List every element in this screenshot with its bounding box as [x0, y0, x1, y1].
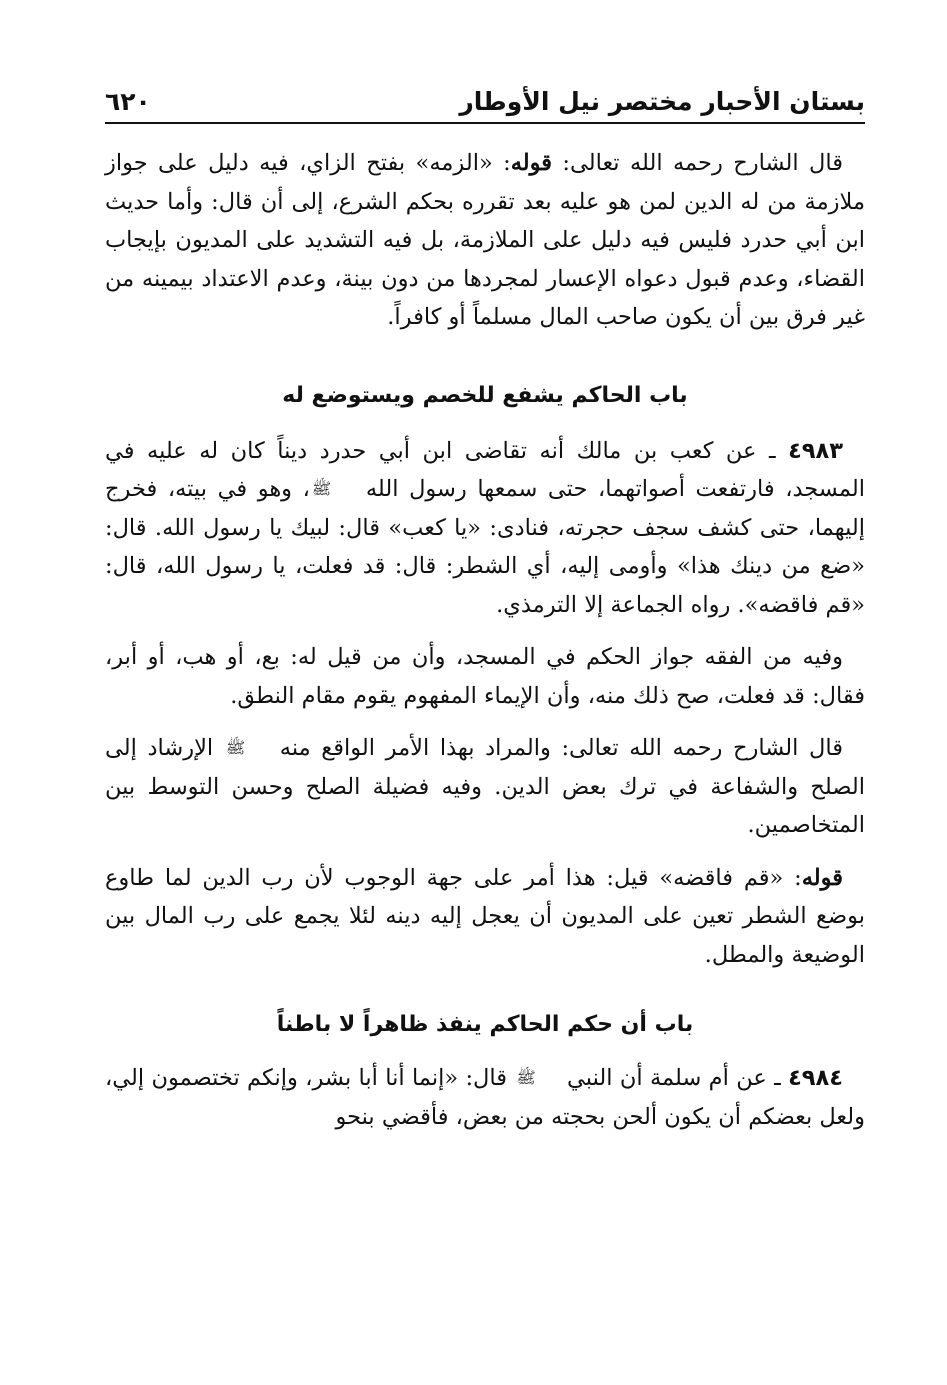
salutation-icon: ﷺ: [311, 479, 332, 498]
commentary-paragraph: [105, 859, 865, 975]
commentary-paragraph: [105, 144, 865, 337]
hadith-number: ٤٩٨٤: [788, 1065, 843, 1091]
paragraph-text: الإرشاد إلى الصلح والشفاعة في ترك بعض الدين. وفيه فضيلة الصلح وحسن التوسط بين المتخاصمين.: [105, 735, 865, 838]
paragraph-text: : «قم فاقضه» قيل: هذا أمر على جهة الوجوب لأن رب الدين لما طاوع بوضع الشطر تعين على المديون أن يعجل إليه دينه لئلا يجمع على رب المال بين الوضيعة والمطل.: [105, 864, 865, 968]
chapter-heading: باب أن حكم الحاكم ينفذ ظاهراً لا باطناً: [276, 1012, 694, 1037]
salutation-icon: ﷺ: [225, 738, 246, 757]
running-header: [105, 60, 865, 124]
salutation-icon: ﷺ: [516, 1068, 536, 1087]
page-number: ٦٢٠: [105, 87, 151, 116]
running-title: بستان الأحبار مختصر نيل الأوطار: [459, 87, 865, 116]
paragraph-text: ـ عن أم سلمة أن النبي: [559, 1065, 789, 1091]
paragraph-text: قال الشارح رحمه الله تعالى:: [552, 150, 843, 176]
fiqh-paragraph: وفيه من الفقه جواز الحكم في المسجد، وأن من قيل له: بع، أو هب، أو أبر، فقال: قد فعلت، صح ذلك منه، وأن الإيماء المفهوم يقوم مقام النطق.: [105, 644, 865, 709]
bold-keyword: قوله: [801, 864, 843, 891]
paragraph-text: : «الزمه» بفتح الزاي، فيه دليل على جواز ملازمة من له الدين لمن هو عليه بعد تقرره بحكم الشرع، إلى أن قال: وأما حديث ابن أبي حدرد فليس فيه دليل على الملازمة، بل فيه التشديد على المديون بإيجاب القضاء، وعدم قبول دعواه الإعسار لمجردها من دون بينة، وعدم الاعتداد بيمينه من غير فرق بين أن يكون صاحب المال مسلماً أو كافراً.: [105, 150, 865, 330]
hadith-paragraph: [105, 432, 865, 625]
paragraph-text: قال الشارح رحمه الله تعالى: والمراد بهذا الأمر الواقع منه: [269, 735, 844, 761]
paragraph-text: قال: «إنما أنا أبا بشر، وإنكم تختصمون إلي، ولعل بعضكم أن يكون ألحن بحجته من بعض، فأقضي بنحو: [105, 1065, 865, 1130]
hadith-number: ٤٩٨٣: [788, 437, 843, 464]
paragraph-text: ، وهو في بيته، فخرج إليهما، حتى كشف سجف حجرته، فنادى: «يا كعب» قال: لبيك يا رسول الله. قال: «ضع من دينك هذا» وأومى إليه، أي الشطر: قال: قد فعلت، يا رسول الله، قال: «قم فاقضه». رواه الجماعة إلا الترمذي.: [105, 476, 865, 618]
bold-keyword: قوله: [510, 150, 553, 176]
commentary-paragraph: [105, 729, 865, 845]
chapter-heading: باب الحاكم يشفع للخصم ويستوضع له: [282, 382, 688, 408]
hadith-paragraph: [105, 1059, 865, 1136]
book-page: [105, 60, 865, 1350]
paragraph-text: ـ عن كعب بن مالك أنه تقاضى ابن أبي حدرد ديناً كان له عليه في المسجد، فارتفعت أصواتهما، حتى سمعها رسول الله: [105, 437, 865, 502]
body-text: [105, 144, 865, 1136]
